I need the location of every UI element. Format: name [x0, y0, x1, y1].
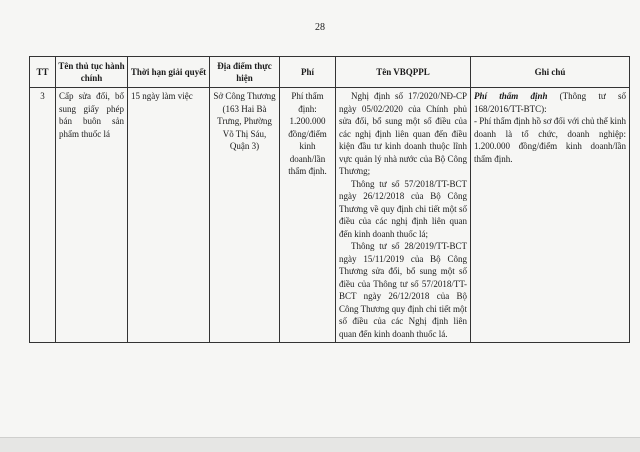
header-tt: TT — [30, 57, 56, 88]
page-number: 28 — [315, 22, 325, 33]
cell-tt: 3 — [30, 88, 56, 343]
legal-doc-item: Thông tư số 57/2018/TT-BCT ngày 26/12/2018 của Bộ Công Thương về quy định chi tiết một số điều của các nghị định liên quan đến kinh doanh thuốc lá; — [339, 178, 467, 239]
header-legal-docs: Tên VBQPPL — [336, 57, 471, 88]
header-deadline: Thời hạn giải quyết — [128, 57, 210, 88]
note-body: - Phí thẩm định hồ sơ đối với chủ thể kinh doanh là tổ chức, doanh nghiệp: 1.200.000 đồng/điểm kinh doanh/lần thẩm định. — [474, 116, 627, 164]
header-procedure-name: Tên thủ tục hành chính — [56, 57, 128, 88]
legal-doc-item: Thông tư số 28/2019/TT-BCT ngày 15/11/2019 của Bộ Công Thương sửa đổi, bổ sung một số điều của Thông tư số 57/2018/TT-BCT ngày 26/12/2018 của Bộ Công Thương quy định chi tiết một số điều của các Nghị định liên quan đến kinh doanh thuốc lá. — [339, 241, 467, 339]
header-location: Địa điểm thực hiện — [210, 57, 280, 88]
note-title: Phí thẩm định — [474, 91, 548, 101]
cell-note — [471, 88, 630, 343]
procedure-table — [29, 56, 630, 343]
legal-doc-item: Nghị định số 17/2020/NĐ-CP ngày 05/02/2020 của Chính phủ sửa đổi, bổ sung một số điều của các nghị định liên quan đến điều kiện đầu tư kinh doanh thuộc lĩnh vực quản lý nhà nước của Bộ Công Thương; — [339, 91, 467, 176]
note-heading — [474, 90, 626, 115]
cell-procedure-name: Cấp sửa đổi, bổ sung giấy phép bán buôn sản phẩm thuốc lá — [56, 88, 128, 343]
cell-deadline: 15 ngày làm việc — [128, 88, 210, 343]
cell-fee: Phí thẩm định: 1.200.000 đồng/điểm kinh doanh/lần thẩm định. — [280, 88, 336, 343]
cell-legal-docs — [336, 88, 471, 343]
note-ref: (Thông tư số 168/2016/TT-BTC): — [474, 91, 626, 114]
table-row — [30, 88, 630, 343]
table-header-row — [30, 57, 630, 88]
cell-location: Sở Công Thương (163 Hai Bà Trưng, Phường Võ Thị Sáu, Quận 3) — [210, 88, 280, 343]
header-fee: Phí — [280, 57, 336, 88]
scan-bottom-edge — [0, 437, 640, 452]
header-note: Ghi chú — [471, 57, 630, 88]
